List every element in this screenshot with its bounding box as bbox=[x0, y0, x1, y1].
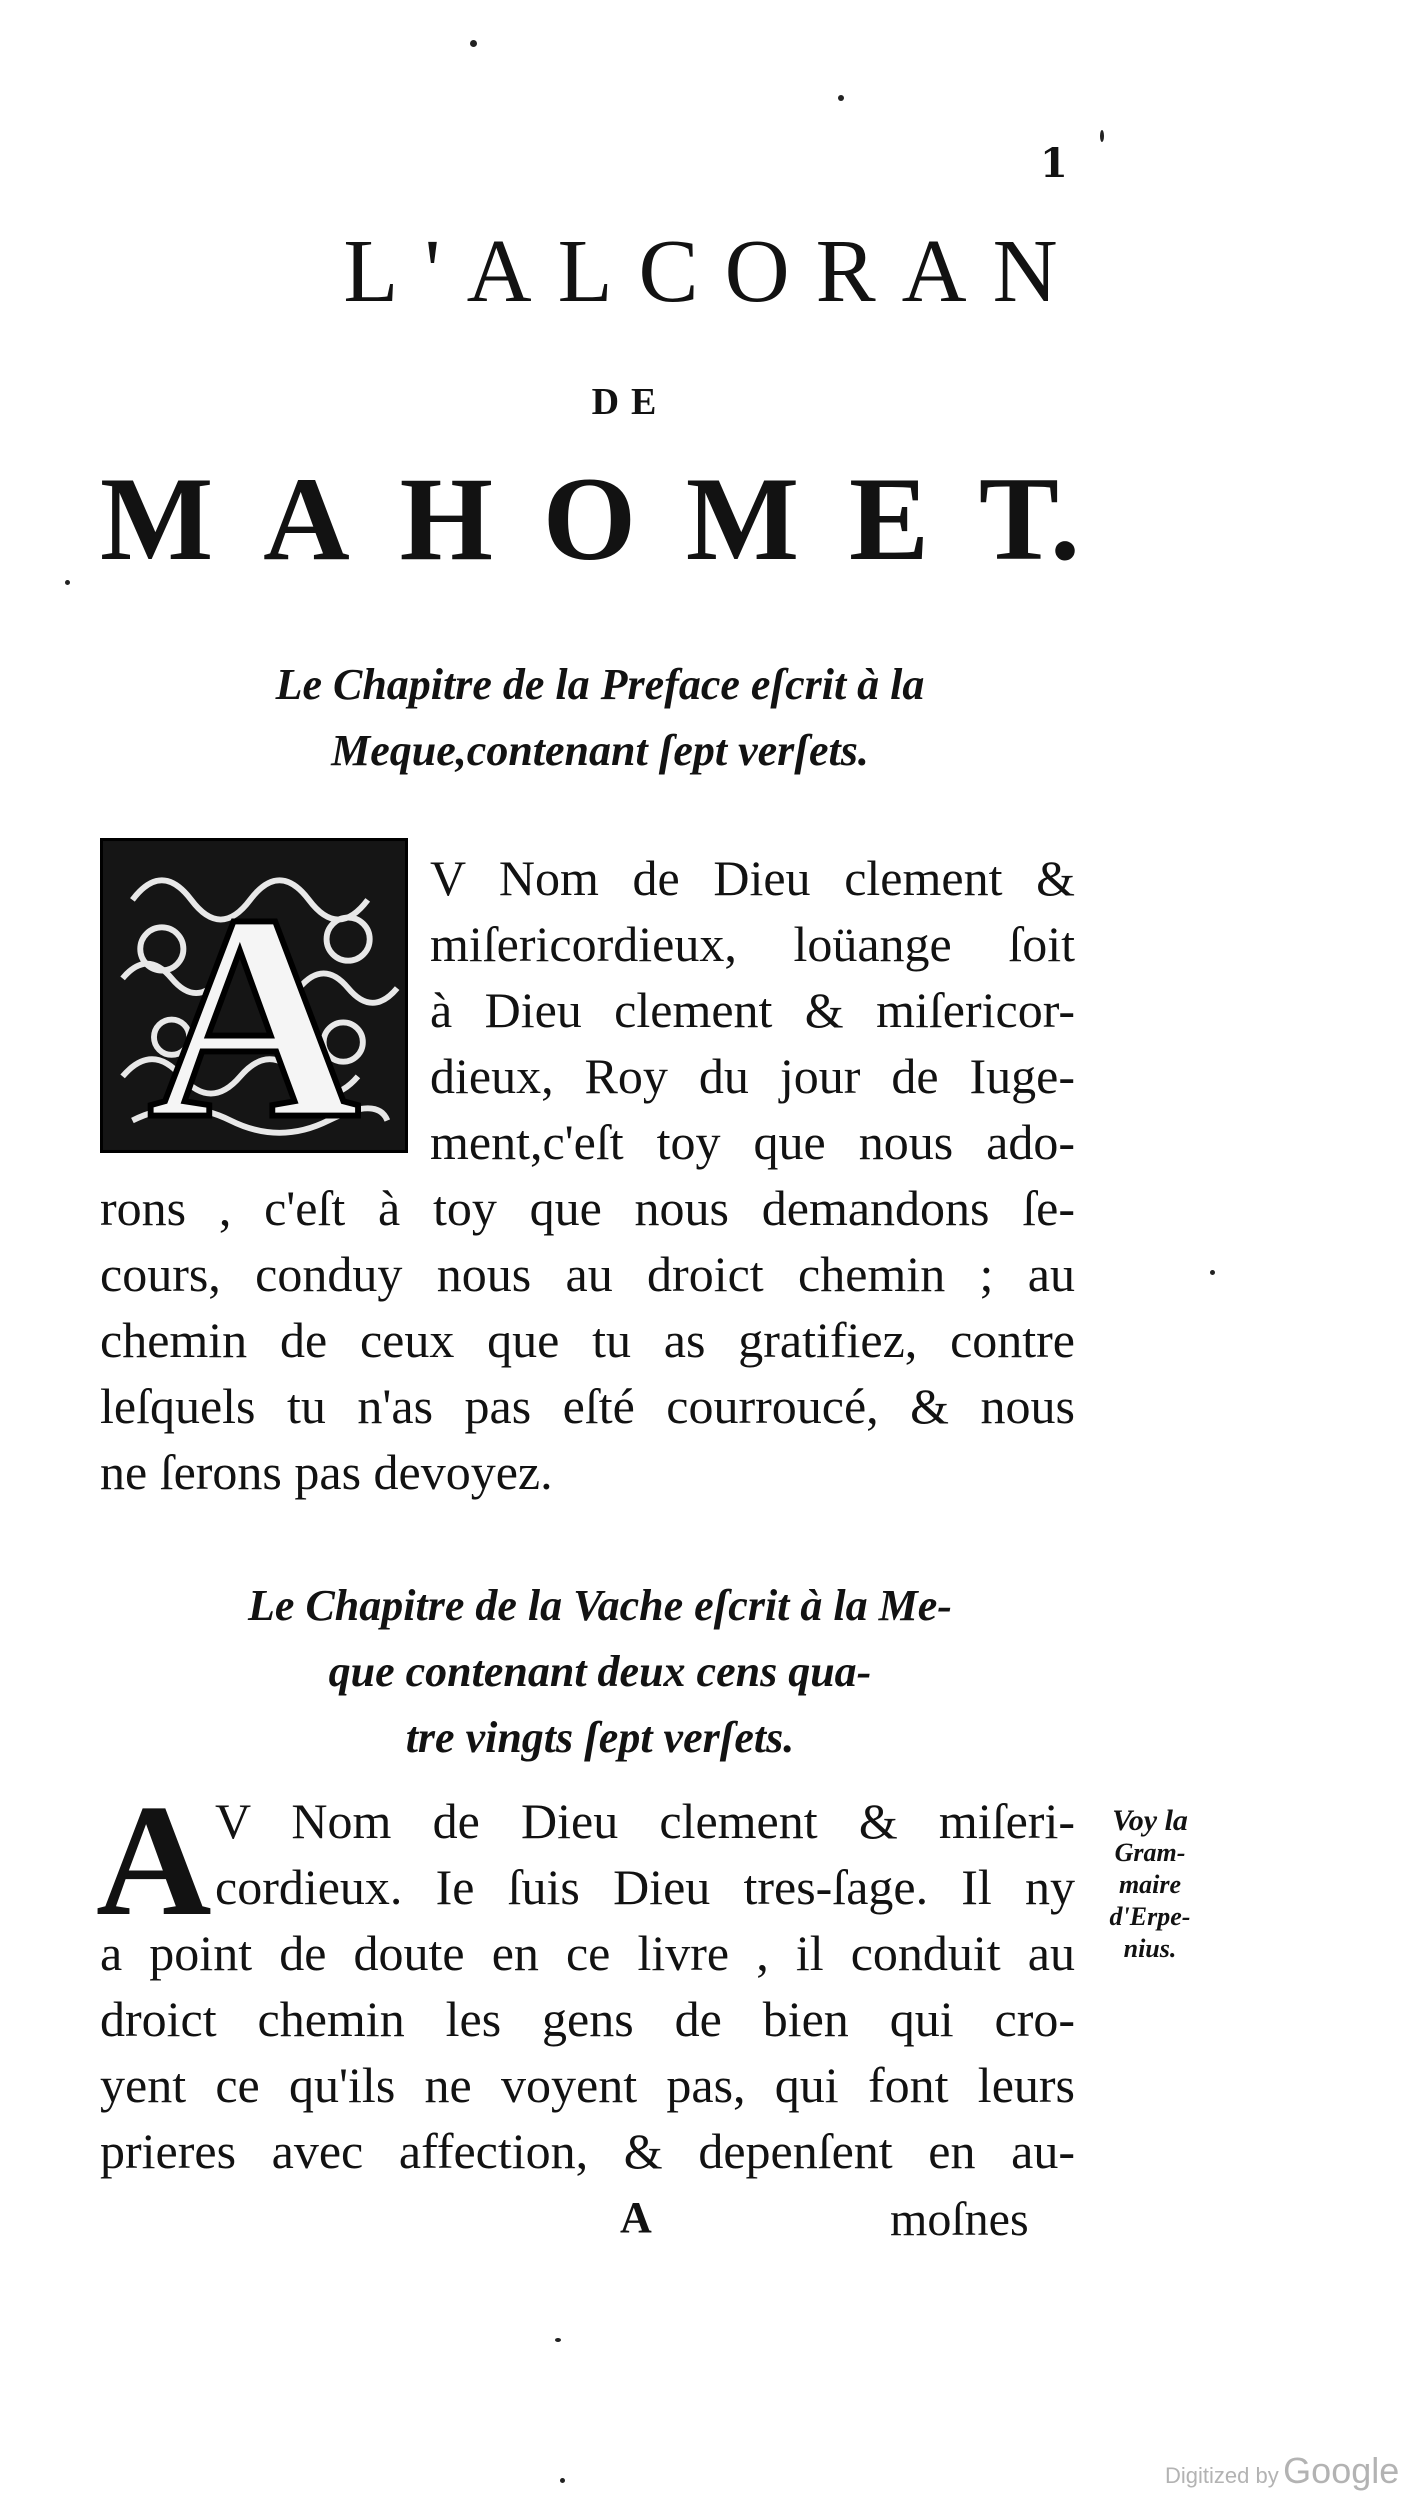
page-number: 1 bbox=[1040, 140, 1068, 187]
heading-line: Le Chapitre de la Preface eſcrit à la bbox=[275, 660, 925, 709]
catchword: moſnes bbox=[890, 2193, 1029, 2246]
text-line: miſericordieux, loüange ſoit bbox=[430, 916, 1075, 972]
title-letter: M bbox=[100, 452, 214, 585]
text-line: cordieux. Ie ſuis Dieu tres-ſage. Il ny bbox=[215, 1859, 1075, 1915]
margin-note-line: maire bbox=[1118, 1870, 1182, 1899]
text-line: V Nom de Dieu clement & miſeri- bbox=[215, 1793, 1075, 1849]
scan-speck bbox=[838, 95, 844, 101]
title-letter: M bbox=[685, 452, 800, 585]
scan-speck bbox=[65, 580, 70, 585]
title-letter: T. bbox=[978, 452, 1080, 585]
text-line: prieres avec affection, & depenſent en au- bbox=[100, 2123, 1075, 2179]
scan-speck bbox=[1210, 1270, 1215, 1275]
margin-note-line: Voy la bbox=[1112, 1804, 1188, 1837]
chapter-heading-vache bbox=[110, 1573, 1090, 1771]
heading-line: tre vingts ſept verſets. bbox=[405, 1713, 795, 1762]
title-line-2: DE bbox=[591, 381, 669, 423]
watermark-prefix: Digitized by bbox=[1165, 2463, 1279, 2488]
title-letter: O bbox=[542, 452, 637, 585]
paragraph-vache bbox=[100, 1788, 1075, 2184]
scan-speck bbox=[555, 2338, 561, 2342]
watermark-brand: Google bbox=[1283, 2450, 1400, 2491]
scan-speck bbox=[470, 40, 477, 47]
margin-note-line: nius. bbox=[1123, 1934, 1177, 1963]
text-line: droict chemin les gens de bien qui cro- bbox=[100, 1991, 1075, 2047]
text-line: ne ſerons pas devoyez. bbox=[100, 1444, 553, 1500]
text-line: leſquels tu n'as pas eſté courroucé, & nous bbox=[100, 1378, 1075, 1434]
scan-speck bbox=[560, 2478, 565, 2483]
heading-line: Meque,contenant ſept verſets. bbox=[331, 726, 869, 775]
dropcap-letter-plain: A bbox=[96, 1771, 212, 1949]
title-letter: A bbox=[263, 452, 350, 585]
heading-line: Le Chapitre de la Vache eſcrit à la Me- bbox=[248, 1581, 952, 1630]
margin-note-line: Gram- bbox=[1114, 1838, 1186, 1867]
text-line: ment,c'eſt toy que nous ado- bbox=[430, 1114, 1075, 1170]
text-line: V Nom de Dieu clement & bbox=[430, 850, 1075, 906]
title-letter: E bbox=[848, 452, 929, 585]
text-line: a point de doute en ce livre , il conduit au bbox=[100, 1925, 1075, 1981]
paragraph-preface bbox=[100, 845, 1075, 1505]
heading-line: que contenant deux cens qua- bbox=[328, 1647, 872, 1696]
margin-note-line: d'Erpe- bbox=[1109, 1902, 1191, 1931]
text-line: cours, conduy nous au droict chemin ; au bbox=[100, 1246, 1075, 1302]
text-line: yent ce qu'ils ne voyent pas, qui font leurs bbox=[100, 2057, 1075, 2113]
dropcap-letter: A bbox=[147, 853, 361, 1150]
text-line: à Dieu clement & miſericor- bbox=[430, 982, 1075, 1038]
title-line-1: L'ALCORAN bbox=[343, 222, 1084, 321]
scan-speck bbox=[1100, 130, 1104, 142]
margin-note bbox=[1075, 1805, 1225, 1965]
signature-mark: A bbox=[620, 2193, 652, 2242]
title-line-3 bbox=[100, 450, 1080, 588]
text-line: dieux, Roy du jour de Iuge- bbox=[430, 1048, 1075, 1104]
chapter-heading-preface bbox=[110, 652, 1090, 784]
text-line: chemin de ceux que tu as gratifiez, contre bbox=[100, 1312, 1075, 1368]
watermark bbox=[1165, 2450, 1399, 2492]
title-letter: H bbox=[399, 452, 493, 585]
text-line: rons , c'eſt à toy que nous demandons ſe- bbox=[100, 1180, 1075, 1236]
